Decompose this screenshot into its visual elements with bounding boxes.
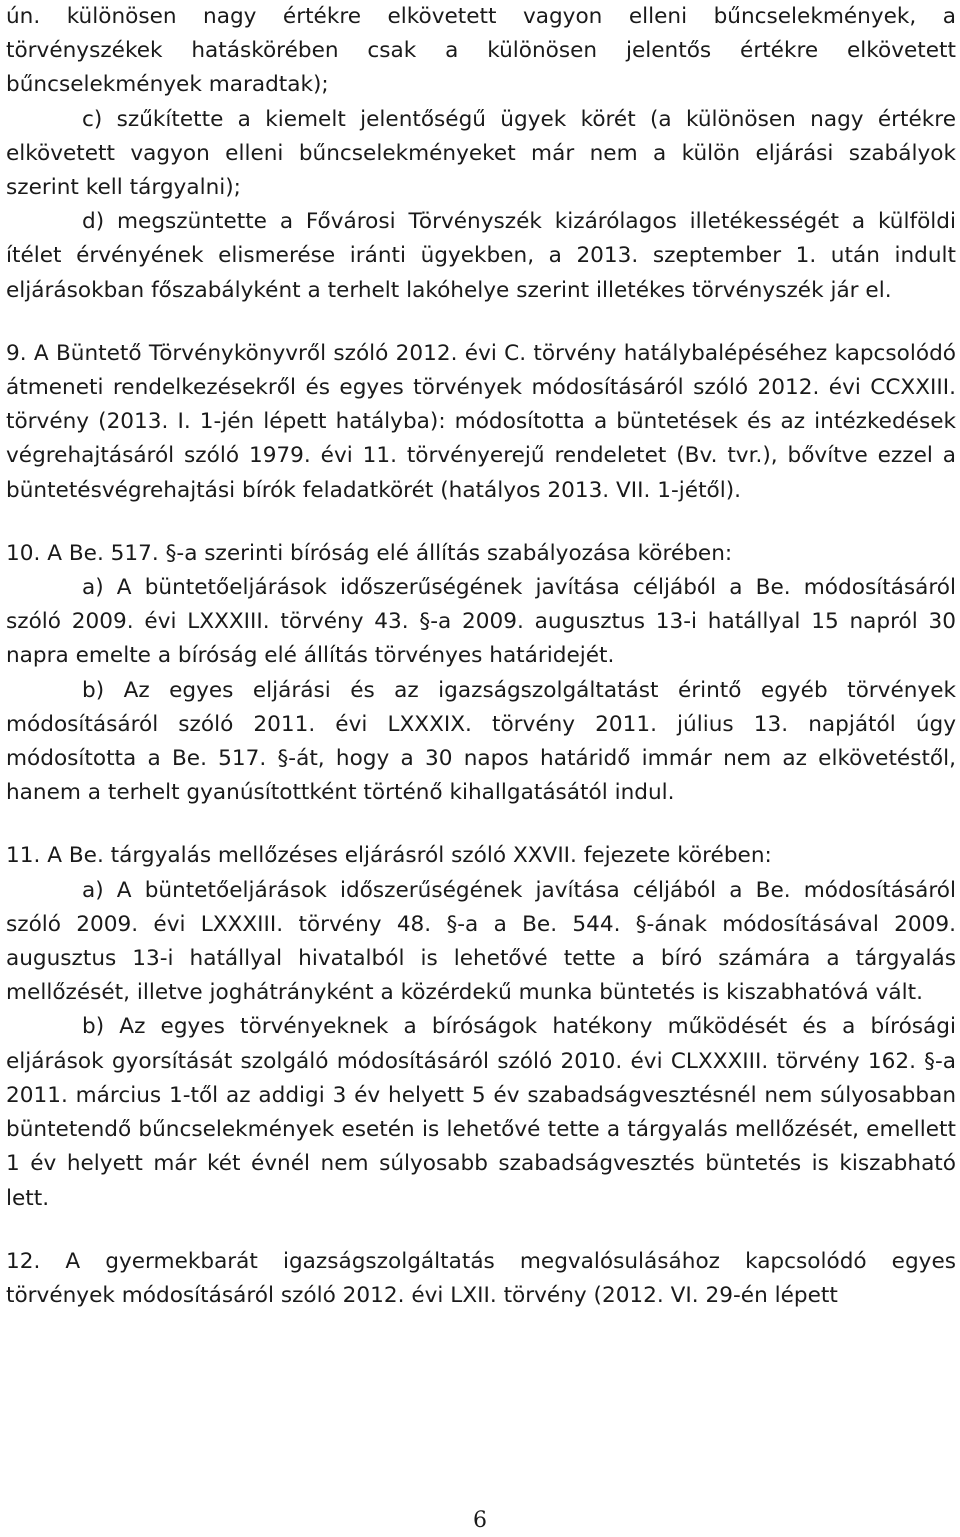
paragraph-section-10-a: a) A büntetőeljárások időszerűségének javítása céljából a Be. módosításáról szóló 2009. évi LXXXIII. törvény 43. §-a 2009. augusztus 13-i hatállyal 15 napról 30 napra emelte a bíróság elé állítás törvényes határidejét.: [6, 575, 956, 669]
paragraph-section-11-a: a) A büntetőeljárások időszerűségének javítása céljából a Be. módosításáról szóló 2009. évi LXXXIII. törvény 48. §-a a Be. 544. §-ának módosításával 2009. augusztus 13-i hatállyal hivatalból is lehetővé tette a bíró számára a tárgyalás mellőzését, illetve joghátrányként a közérdekű munka büntetés is kiszabhatóvá vált.: [6, 877, 956, 1006]
paragraph-gap: [6, 508, 956, 537]
document-body: [6, 0, 956, 1313]
paragraph-continuation: ún. különösen nagy értékre elkövetett vagyon elleni bűncselekmények, a törvényszékek hatáskörében csak a különösen jelentős értékre elkövetett bűncselekmények maradtak);: [6, 4, 956, 98]
paragraph-section-11: 11. A Be. tárgyalás mellőzéses eljárásról szóló XXVII. fejezete körében:: [6, 843, 772, 869]
paragraph-gap: [6, 308, 956, 337]
paragraph-section-11-b: b) Az egyes törvényeknek a bíróságok hatékony működését és a bírósági eljárások gyorsítását szolgáló módosításáról szóló 2010. évi CLXXXIII. törvény 162. §-a 2011. március 1-től az addigi 3 év helyett 5 év szabadságvesztésnél nem súlyosabban büntetendő bűncselekmények esetén is lehetővé tette a tárgyalás mellőzését, emellett 1 év helyett már két évnél nem súlyosabb szabadságvesztés büntetés is kiszabható lett.: [6, 1014, 956, 1211]
paragraph-section-10: 10. A Be. 517. §-a szerinti bíróság elé állítás szabályozása körében:: [6, 540, 733, 566]
paragraph-section-10-b: b) Az egyes eljárási és az igazságszolgáltatást érintő egyéb törvények módosításáról szóló 2011. évi LXXXIX. törvény 2011. július 13. napjától úgy módosította a Be. 517. §-át, hogy a 30 napos határidő immár nem az elkövetéstől, hanem a terhelt gyanúsítottként történő kihallgatásától indul.: [6, 677, 956, 806]
paragraph-item-c: c) szűkítette a kiemelt jelentőségű ügyek körét (a különösen nagy értékre elkövetett vagyon elleni bűncselekményeket már nem a külön eljárási szabályok szerint kell tárgyalni);: [6, 106, 956, 201]
paragraph-item-d: d) megszüntette a Fővárosi Törvényszék kizárólagos illetékességét a külföldi ítélet érvényének elismerése iránti ügyekben, a 2013. szeptember 1. után indult eljárásokban főszabályként a terhelt lakóhelye szerint illetékes törvényszék jár el.: [6, 209, 956, 303]
paragraph-section-9: 9. A Büntető Törvénykönyvről szóló 2012. évi C. törvény hatálybalépéséhez kapcsolódó átmeneti rendelkezésekről és egyes törvények módosításáról szóló 2012. évi CCXXIII. törvény (2013. I. 1-jén lépett hatályba): módosította a büntetések és az intézkedések végrehajtásáról szóló 1979. évi 11. törvényerejű rendeletet (Bv. tvr.), bővítve ezzel a büntetésvégrehajtási bírók feladatkörét (hatályos 2013. VII. 1-jétől).: [6, 340, 956, 503]
paragraph-section-12: 12. A gyermekbarát igazságszolgáltatás megvalósulásához kapcsolódó egyes törvények módosításáról szóló 2012. évi LXII. törvény (2012. VI. 29-én lépett: [6, 1248, 956, 1308]
page-number: 6: [473, 1508, 487, 1533]
paragraph-gap: [6, 1216, 956, 1245]
paragraph-gap: [6, 810, 956, 839]
